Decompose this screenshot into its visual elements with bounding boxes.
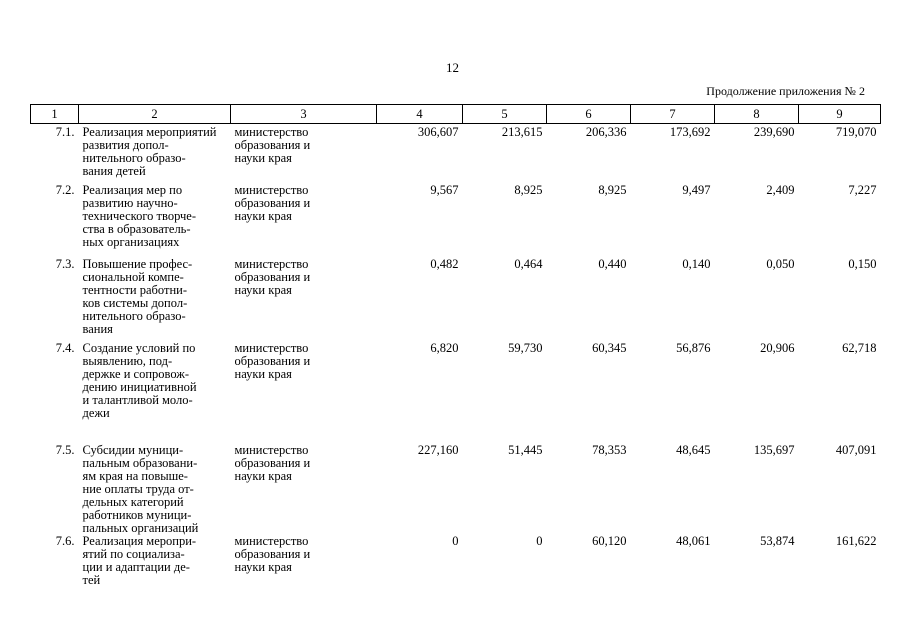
row-number: 7.3. <box>55 257 75 271</box>
cell-col8: 2,409 <box>766 183 795 197</box>
cell-col9: 62,718 <box>842 341 877 355</box>
budget-table <box>30 104 881 587</box>
table-row <box>31 444 881 535</box>
cell-col4: 227,160 <box>417 443 459 457</box>
cell-col6: 60,345 <box>592 341 627 355</box>
row-executor: министерство образования и науки края <box>234 443 311 483</box>
row-name: Повышение профес- сиональной компе- тентности работни- ков системы допол- нительного образо- вания <box>82 257 193 336</box>
row-executor: министерство образования и науки края <box>234 534 311 574</box>
cell-col6: 206,336 <box>585 125 627 139</box>
cell-col5: 59,730 <box>508 341 543 355</box>
cell-col7: 0,140 <box>682 257 711 271</box>
column-header-9: 9 <box>799 105 881 124</box>
row-executor: министерство образования и науки края <box>234 257 311 297</box>
page-number: 12 <box>446 60 459 75</box>
cell-col9: 0,150 <box>848 257 877 271</box>
cell-col5: 213,615 <box>501 125 543 139</box>
column-header-7: 7 <box>631 105 715 124</box>
column-header-5: 5 <box>463 105 547 124</box>
row-name: Создание условий по выявлению, под- держке и сопровож- дению инициативной и талантливой моло- дежи <box>82 341 197 420</box>
row-name: Реализация мер по развитию научно- технического творче- ства в образователь- ных организациях <box>82 183 197 249</box>
cell-col9: 7,227 <box>848 183 877 197</box>
cell-col5: 51,445 <box>508 443 543 457</box>
column-header-8: 8 <box>715 105 799 124</box>
cell-col4: 0 <box>452 534 459 548</box>
cell-col8: 53,874 <box>760 534 795 548</box>
header-row <box>31 105 881 124</box>
table-row <box>31 184 881 258</box>
table-row <box>31 124 881 185</box>
row-number: 7.1. <box>55 125 75 139</box>
cell-col5: 0 <box>536 534 543 548</box>
cell-col6: 8,925 <box>598 183 627 197</box>
cell-col8: 135,697 <box>753 443 795 457</box>
row-executor: министерство образования и науки края <box>234 125 311 165</box>
column-header-6: 6 <box>547 105 631 124</box>
column-header-3: 3 <box>231 105 377 124</box>
table-row <box>31 342 881 444</box>
cell-col4: 0,482 <box>430 257 459 271</box>
cell-col4: 306,607 <box>417 125 459 139</box>
column-header-1: 1 <box>31 105 79 124</box>
cell-col7: 173,692 <box>669 125 711 139</box>
cell-col8: 20,906 <box>760 341 795 355</box>
continuation-caption: Продолжение приложения № 2 <box>706 84 865 98</box>
row-number: 7.6. <box>55 534 75 548</box>
cell-col9: 719,070 <box>835 125 877 139</box>
cell-col6: 78,353 <box>592 443 627 457</box>
cell-col9: 407,091 <box>835 443 877 457</box>
cell-col7: 48,061 <box>676 534 711 548</box>
cell-col5: 0,464 <box>514 257 543 271</box>
cell-col6: 60,120 <box>592 534 627 548</box>
cell-col8: 0,050 <box>766 257 795 271</box>
row-number: 7.5. <box>55 443 75 457</box>
cell-col9: 161,622 <box>835 534 877 548</box>
cell-col7: 9,497 <box>682 183 711 197</box>
row-executor: министерство образования и науки края <box>234 341 311 381</box>
column-header-4: 4 <box>377 105 463 124</box>
cell-col8: 239,690 <box>753 125 795 139</box>
row-number: 7.4. <box>55 341 75 355</box>
row-executor: министерство образования и науки края <box>234 183 311 223</box>
row-number: 7.2. <box>55 183 75 197</box>
cell-col7: 56,876 <box>676 341 711 355</box>
cell-col4: 9,567 <box>430 183 459 197</box>
cell-col5: 8,925 <box>514 183 543 197</box>
row-name: Реализация мероприятий развития допол- нительного образо- вания детей <box>82 125 217 178</box>
row-name: Реализация меропри- ятий по социализа- ции и адаптации де- тей <box>82 534 197 587</box>
cell-col4: 6,820 <box>430 341 459 355</box>
cell-col6: 0,440 <box>598 257 627 271</box>
cell-col7: 48,645 <box>676 443 711 457</box>
table-row <box>31 535 881 587</box>
row-name: Субсидии муници- пальным образовани- ям края на повыше- ние оплаты труда от- дельных категорий работников муници- пальных организаций <box>82 443 199 535</box>
table-row <box>31 258 881 342</box>
column-header-2: 2 <box>79 105 231 124</box>
